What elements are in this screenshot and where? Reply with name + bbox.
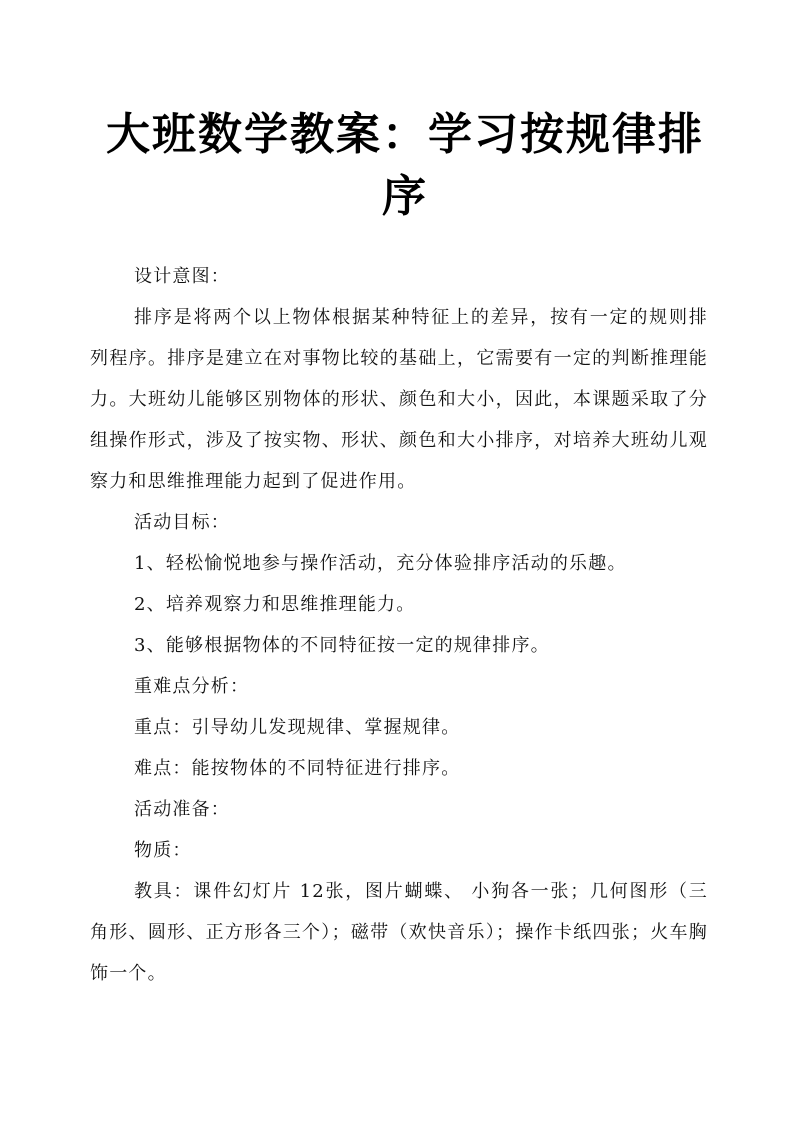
goal-item-1: 1、轻松愉悦地参与操作活动，充分体验排序活动的乐趣。 (134, 553, 627, 574)
goal-item-2: 2、培养观察力和思维推理能力。 (134, 594, 416, 615)
document-title: 大班数学教案：学习按规律排序 (106, 109, 704, 222)
section-heading-design-intent: 设计意图： (134, 266, 230, 287)
paragraph-teaching-aids: 教具：课件幻灯片 12张，图片蝴蝶、 小狗各一张；几何图形（三角形、圆形、正方形各三个）；磁带（欢快音乐）；操作卡纸四张；火车胸饰一个。 (90, 881, 708, 984)
section-heading-key-points: 重难点分析： (134, 676, 250, 697)
difficult-point: 难点：能按物体的不同特征进行排序。 (134, 758, 461, 779)
section-heading-preparation: 活动准备： (134, 799, 230, 820)
key-point: 重点：引导幼儿发现规律、掌握规律。 (134, 717, 461, 738)
goal-item-3: 3、能够根据物体的不同特征按一定的规律排序。 (134, 635, 550, 656)
subheading-materials: 物质： (134, 840, 192, 861)
document-body (90, 256, 708, 994)
paragraph-design-intent: 排序是将两个以上物体根据某种特征上的差异，按有一定的规则排列程序。排序是建立在对事物比较的基础上，它需要有一定的判断推理能力。大班幼儿能够区别物体的形状、颜色和大小，因此，本课题采取了分组操作形式，涉及了按实物、形状、颜色和大小排序，对培养大班幼儿观察力和思维推理能力起到了促进作用。 (90, 307, 708, 492)
section-heading-goals: 活动目标： (134, 512, 230, 533)
